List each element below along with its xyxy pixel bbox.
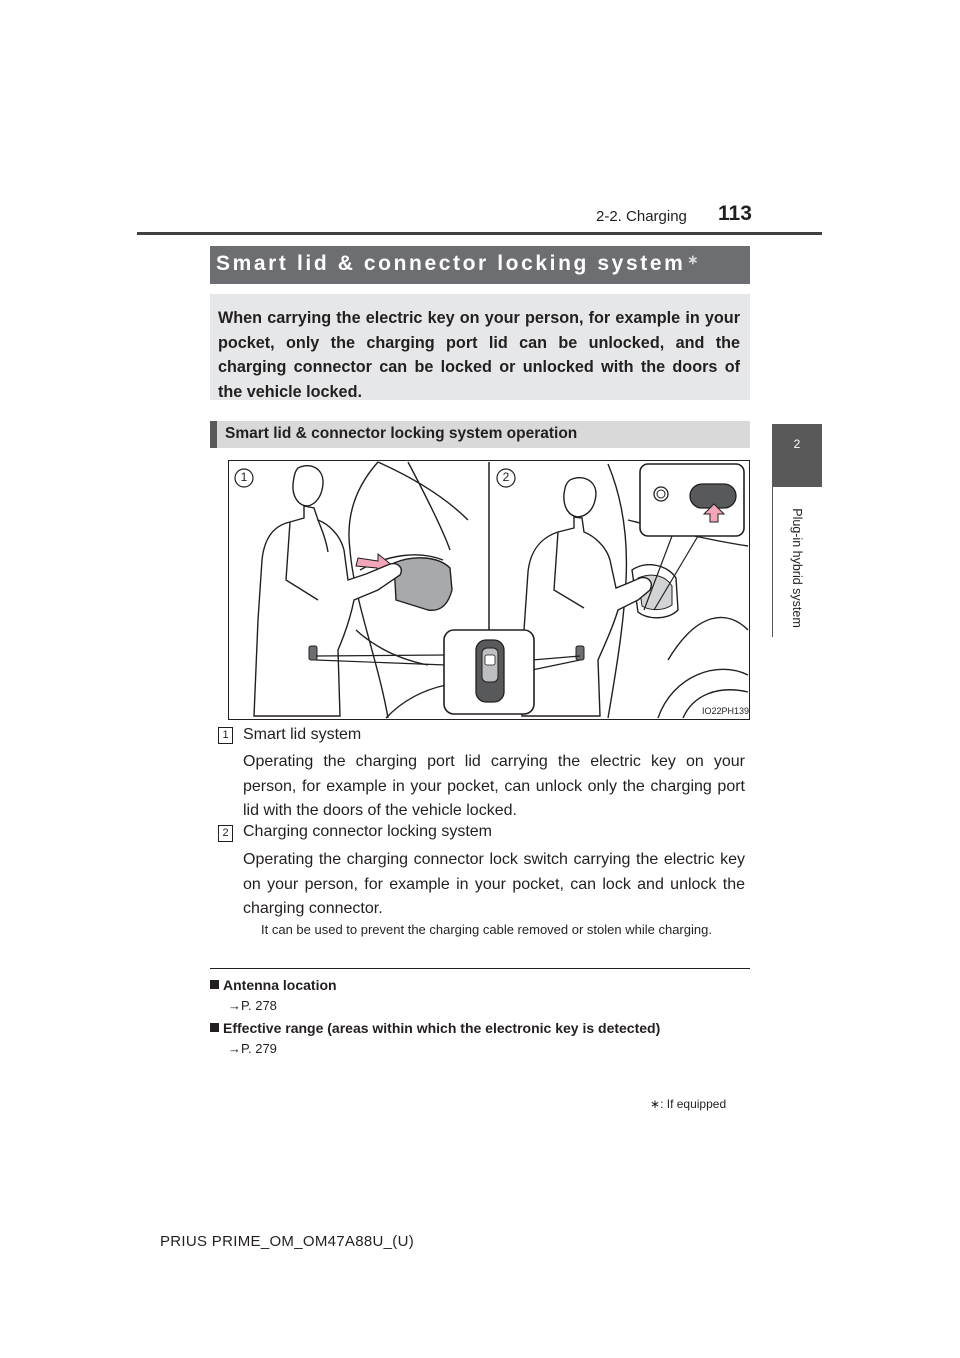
item-2-body: Operating the charging connector lock switch carrying the electric key on your person, for example in your pocket, can lock and unlock the charging connector. [243, 851, 745, 917]
illustration-label-2: 2 [502, 470, 510, 484]
illustration [228, 460, 750, 720]
illustration-drawing [228, 460, 750, 720]
square-bullet-icon [210, 980, 219, 989]
document-id: PRIUS PRIME_OM_OM47A88U_(U) [160, 1233, 414, 1250]
subsection-range-title: Effective range (areas within which the electronic key is detected) [223, 1020, 661, 1036]
item-2-number: 2 [218, 825, 233, 842]
subsection-antenna-heading [210, 977, 337, 993]
subsection-range-heading [210, 1020, 660, 1036]
illustration-code: IO22PH139 [702, 706, 750, 716]
item-1-number: 1 [218, 727, 233, 744]
footnote-marker: ∗ [650, 1097, 661, 1111]
page-title-text: Smart lid & connector locking system [216, 252, 686, 275]
divider-rule [210, 968, 750, 969]
page-number: 113 [718, 202, 752, 225]
header-rule [137, 232, 822, 235]
illustration-label-1: 1 [240, 470, 248, 484]
item-1-title: Smart lid system [243, 726, 362, 743]
square-bullet-icon [210, 1023, 219, 1032]
footnote-text: : If equipped [660, 1097, 727, 1111]
section-heading: Smart lid & connector locking system operation [225, 425, 578, 442]
item-2-note: It can be used to prevent the charging cable removed or stolen while charging. [261, 922, 712, 937]
section-heading-marker [210, 421, 217, 448]
intro-text: When carrying the electric key on your person, for example in your pocket, only the charging port lid can be unlocked, and the charging connector can be locked or unlocked with the doors of the vehicle locked. [218, 309, 740, 401]
page-reference-link[interactable]: →P. 279 [228, 1041, 277, 1056]
chapter-number: 2 [793, 437, 801, 451]
subsection-antenna-title: Antenna location [223, 977, 337, 993]
page-reference-link[interactable]: →P. 278 [228, 998, 277, 1013]
item-2-title: Charging connector locking system [243, 823, 493, 840]
footnote [650, 1097, 726, 1111]
chapter-label: Plug-in hybrid system [790, 508, 804, 628]
if-equipped-marker: ∗ [687, 252, 699, 267]
item-1-body: Operating the charging port lid carrying the electric key on your person, for example in your pocket, can unlock only the charging port lid with the doors of the vehicle locked. [243, 753, 745, 819]
header-section-label: 2-2. Charging [596, 208, 687, 225]
chapter-tab-line [772, 487, 773, 637]
page-title [216, 252, 698, 276]
